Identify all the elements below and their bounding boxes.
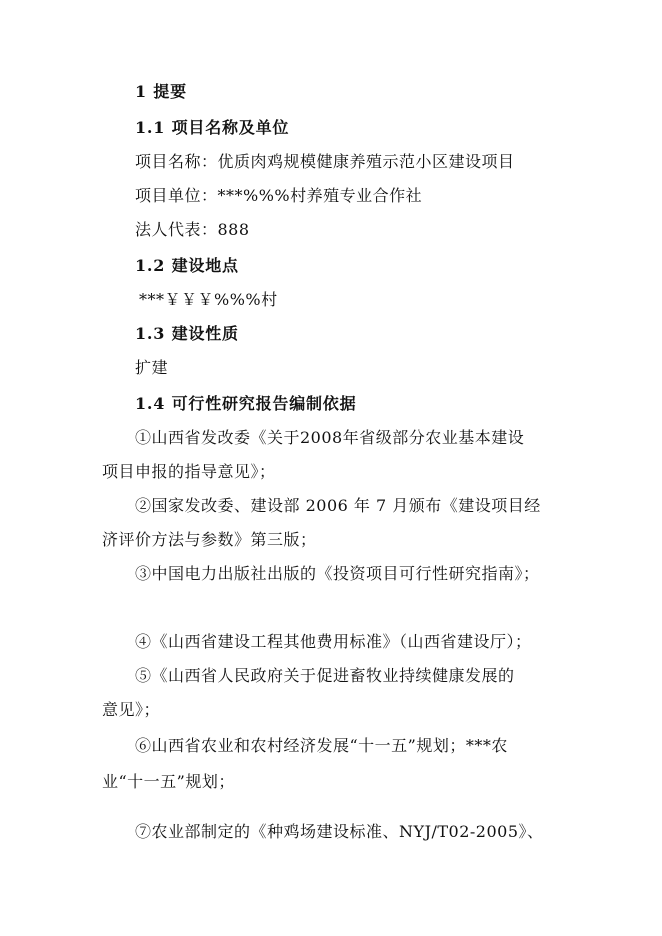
basis-item-5-line-1: ⑤《山西省人民政府关于促进畜牧业持续健康发展的: [135, 666, 515, 685]
basis-item-3-line-1: ③中国电力出版社出版的《投资项目可行性研究指南》；: [135, 564, 540, 583]
section-heading-1-1: 1.1 项目名称及单位: [135, 118, 290, 137]
project-unit-line: 项目单位：***%%%村养殖专业合作社: [135, 186, 423, 205]
section-heading-1-3: 1.3 建设性质: [135, 324, 239, 343]
legal-representative-line: 法人代表：888: [135, 220, 250, 239]
basis-item-4-line-1: ④《山西省建设工程其他费用标准》（山西省建设厅）；: [135, 632, 532, 651]
location-line: ***￥￥￥%%%村: [139, 290, 278, 309]
basis-item-5-line-2: 意见》；: [102, 700, 161, 719]
section-heading-1-4: 1.4 可行性研究报告编制依据: [135, 394, 357, 413]
basis-item-1-line-2: 项目申报的指导意见》；: [102, 462, 276, 481]
section-heading-1: 1 提要: [135, 82, 187, 101]
nature-line: 扩建: [135, 358, 169, 377]
basis-item-2-line-1: ②国家发改委、建设部 2006 年 7 月颁布《建设项目经: [135, 496, 541, 515]
basis-item-1-line-1: ①山西省发改委《关于2008年省级部分农业基本建设: [135, 428, 525, 447]
basis-item-6-line-1: ⑥山西省农业和农村经济发展“十一五”规划；***农: [135, 736, 508, 755]
basis-item-2-line-2: 济评价方法与参数》第三版；: [102, 530, 317, 549]
project-name-line: 项目名称：优质肉鸡规模健康养殖示范小区建设项目: [135, 152, 515, 171]
section-heading-1-2: 1.2 建设地点: [135, 256, 239, 275]
basis-item-6-line-2: 业“十一五”规划；: [102, 772, 235, 791]
basis-item-7-line-1: ⑦农业部制定的《种鸡场建设标准、NYJ/T02-2005》、: [135, 822, 544, 841]
